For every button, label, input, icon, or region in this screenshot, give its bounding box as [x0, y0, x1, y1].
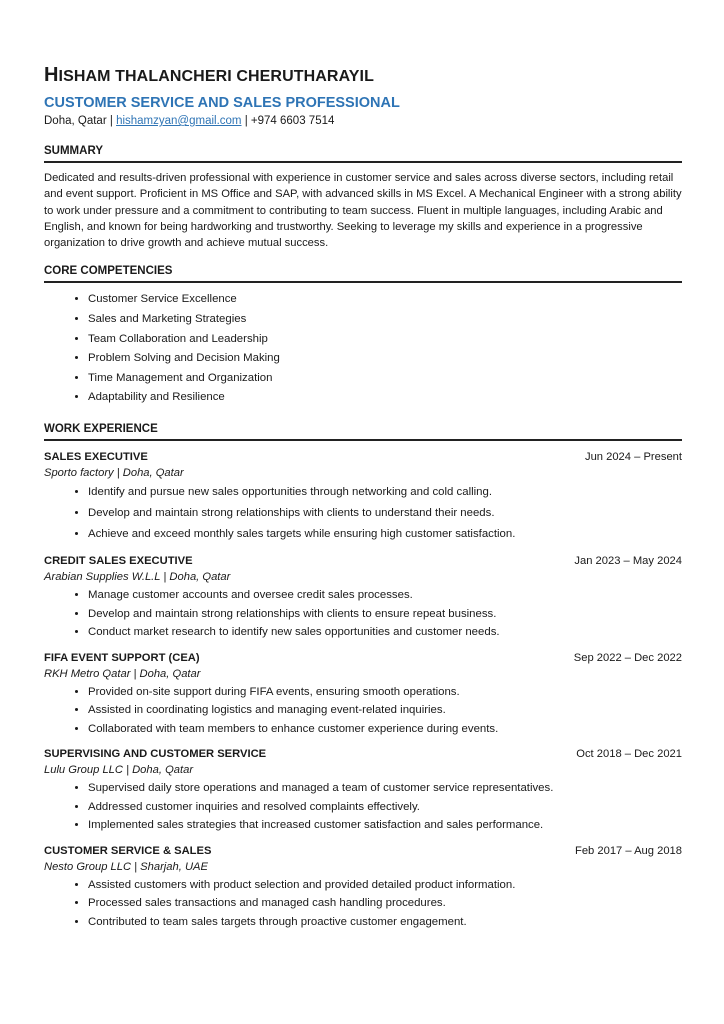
name-initial: H	[44, 64, 59, 86]
list-item: • Problem Solving and Decision Making	[88, 349, 682, 369]
competencies-list	[44, 290, 682, 408]
list-item: • Processed sales transactions and managed cash handling procedures.	[88, 894, 682, 913]
job-entry	[44, 747, 682, 835]
job-dates: Jun 2024 – Present	[584, 451, 682, 464]
experience-section	[44, 423, 682, 931]
job-company: Arabian Supplies W.L.L | Doha, Qatar	[44, 571, 231, 584]
list-item: • Assisted in coordinating logistics and managing event-related inquiries.	[88, 701, 682, 720]
list-item: • Supervised daily store operations and managed a team of customer service representatives.	[88, 779, 682, 798]
job-company: Sporto factory | Doha, Qatar	[44, 467, 184, 480]
list-item: • Manage customer accounts and oversee credit sales processes.	[88, 586, 682, 605]
section-title-experience: WORK EXPERIENCE	[44, 423, 682, 441]
job-bullets	[44, 779, 682, 835]
list-item: • Assisted customers with product selection and provided detailed product information.	[88, 876, 682, 895]
headline: CUSTOMER SERVICE AND SALES PROFESSIONAL	[44, 95, 400, 111]
list-item: • Team Collaboration and Leadership	[88, 330, 682, 350]
list-item: • Provided on-site support during FIFA events, ensuring smooth operations.	[88, 683, 682, 702]
section-title-summary: SUMMARY	[44, 145, 682, 163]
candidate-name	[44, 62, 682, 90]
competencies-section	[44, 265, 682, 408]
job-title: FIFA EVENT SUPPORT (CEA)	[44, 651, 200, 664]
job-company: Lulu Group LLC | Doha, Qatar	[44, 764, 194, 777]
separator: |	[109, 115, 113, 127]
job-dates: Oct 2018 – Dec 2021	[576, 748, 682, 761]
job-company: Nesto Group LLC | Sharjah, UAE	[44, 860, 208, 873]
section-title-competencies: CORE COMPETENCIES	[44, 265, 682, 283]
job-entry	[44, 554, 682, 642]
location: Doha, Qatar	[44, 115, 107, 127]
list-item: • Contributed to team sales targets through proactive customer engagement.	[88, 913, 682, 932]
list-item: • Conduct market research to identify new sales opportunities and customer needs.	[88, 623, 682, 642]
job-bullets	[44, 683, 682, 739]
list-item: • Achieve and exceed monthly sales targets while ensuring high customer satisfaction.	[88, 524, 682, 545]
job-bullets	[44, 482, 682, 545]
summary-section	[44, 145, 682, 251]
list-item: • Implemented sales strategies that increased customer satisfaction and sales performance.	[88, 816, 682, 835]
list-item: • Develop and maintain strong relationships with clients to understand their needs.	[88, 503, 682, 524]
contact-line	[44, 114, 682, 129]
summary-text: Dedicated and results-driven professional with experience in customer service and sales across diverse sectors, including retail and event support. Proficient in MS Office and SAP, with advanced skills in MS Excel. A Mechanical Engineer with a strong ability to work under pressure and a commitment to contributing to team success. Fluent in multiple languages, including Arabic and English, and known for being hardworking and trustworthy. Seeking to leverage my skills and experience in a progressive organization to drive growth and achieve mutual success.	[44, 172, 682, 250]
job-dates: Jan 2023 – May 2024	[574, 555, 682, 568]
job-company: RKH Metro Qatar | Doha, Qatar	[44, 667, 201, 680]
job-dates: Feb 2017 – Aug 2018	[575, 844, 682, 857]
job-title: CUSTOMER SERVICE & SALES	[44, 844, 212, 857]
job-title: SUPERVISING AND CUSTOMER SERVICE	[44, 748, 267, 761]
separator: |	[244, 115, 248, 127]
email-link[interactable]: hishamzyan@gmail.com	[116, 115, 242, 127]
name-rest: ISHAM THALANCHERI CHERUTHARAYIL	[58, 68, 374, 85]
job-bullets	[44, 586, 682, 642]
list-item: • Addressed customer inquiries and resolved complaints effectively.	[88, 798, 682, 817]
list-item: • Adaptability and Resilience	[88, 388, 682, 408]
list-item: • Sales and Marketing Strategies	[88, 310, 682, 330]
list-item: • Time Management and Organization	[88, 369, 682, 389]
job-entry	[44, 450, 682, 545]
list-item: • Identify and pursue new sales opportunities through networking and cold calling.	[88, 482, 682, 503]
resume-page	[44, 62, 682, 931]
job-title: SALES EXECUTIVE	[44, 451, 148, 464]
job-title: CREDIT SALES EXECUTIVE	[44, 555, 193, 568]
job-dates: Sep 2022 – Dec 2022	[573, 651, 682, 664]
list-item: • Customer Service Excellence	[88, 290, 682, 310]
job-bullets	[44, 876, 682, 932]
phone: +974 6603 7514	[250, 115, 335, 127]
list-item: • Develop and maintain strong relationships with clients to ensure repeat business.	[88, 605, 682, 624]
list-item: • Collaborated with team members to enhance customer experience during events.	[88, 720, 682, 739]
job-entry	[44, 844, 682, 932]
job-entry	[44, 651, 682, 739]
